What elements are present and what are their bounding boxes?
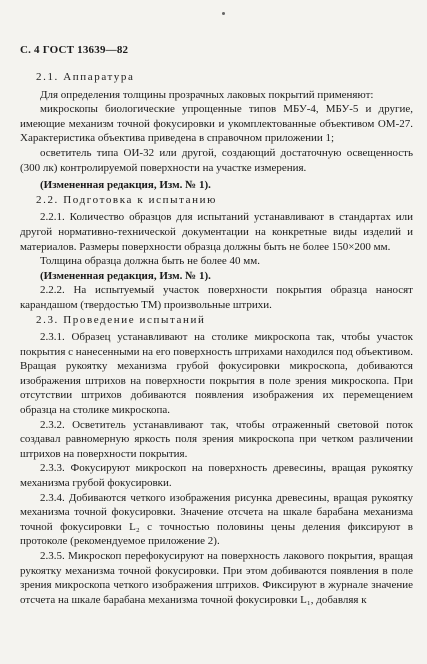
- paragraph: Толщина образца должна быть не более 40 мм.: [40, 255, 260, 268]
- paragraph: 2.3.2. Осветитель устанавливают так, чтобы отраженный световой поток создавал равномерную яркость поля зрения микроскопа при четком различении штрихов на поверхности покрытия.: [20, 418, 413, 460]
- section-heading-apparatus: 2.1. Аппаратура: [36, 71, 135, 83]
- section-heading-preparation: 2.2. Подготовка к испытанию: [36, 193, 217, 206]
- paragraph: 2.3.5. Микроскоп перефокусируют на поверхность лакового покрытия, вращая рукоятку механизма точной фокусировки. При этом добиваются появления в поле зрения микроскопа четкого изображения штрихов. Фиксируют в журнале значение отсчета на шкале барабана механизма точной фокусировки L₁, добавляя к: [20, 550, 413, 606]
- amendment-note: (Измененная редакция, Изм. № 1).: [40, 179, 211, 192]
- paragraph: 2.3.4. Добиваются четкого изображения рисунка древесины, вращая рукоятку механизма точной фокусировки. Значение отсчета на шкале барабана механизма точной фокусировки L₂ с точностью половины цены деления фиксируют в протоколе (рекомендуемое приложение 2).: [20, 491, 413, 548]
- scan-mark: [222, 12, 225, 15]
- paragraph: 2.3.3. Фокусируют микроскоп на поверхность древесины, вращая рукоятку механизма грубой фокусировки.: [20, 462, 413, 490]
- paragraph: осветитель типа ОИ-32 или другой, создающий достаточную освещенность (300 лк) контролируемой поверхности на участке измерения.: [20, 146, 413, 174]
- paragraph: микроскопы биологические упрощенные типов МБУ-4, МБУ-5 и другие, имеющие механизм точной фокусировки и укомплектованные объективом ОМ-27. Характеристика объектива приведена в справочном приложении 1;: [20, 103, 413, 145]
- paragraph: 2.3.1. Образец устанавливают на столике микроскопа так, чтобы участок покрытия с нанесенными на его поверхность штрихами находился под объективом. Вращая рукоятку механизма грубой фокусировки микроскопа, добиваются изображения штрихов на поверхности покрытия в поле зрения микроскопа. При отсутствии штрихов добиваются появления изображения их перемещением образца на столике микроскопа.: [20, 331, 413, 417]
- paragraph: 2.2.1. Количество образцов для испытаний устанавливают в стандартах или другой нормативно-технической документации на конкретные виды изделий и материалов. Размеры поверхности образца должны быть не более 150×200 мм.: [20, 211, 413, 253]
- paragraph: 2.2.2. На испытуемый участок поверхности покрытия образца наносят карандашом (твердостью ТМ) произвольные штрихи.: [20, 284, 413, 311]
- paragraph: Для определения толщины прозрачных лаковых покрытий применяют:: [40, 88, 374, 101]
- amendment-note: (Измененная редакция, Изм. № 1).: [40, 269, 211, 282]
- section-heading-testing: 2.3. Проведение испытаний: [36, 313, 206, 326]
- page-header: С. 4 ГОСТ 13639—82: [20, 44, 129, 56]
- document-body: [20, 70, 413, 607]
